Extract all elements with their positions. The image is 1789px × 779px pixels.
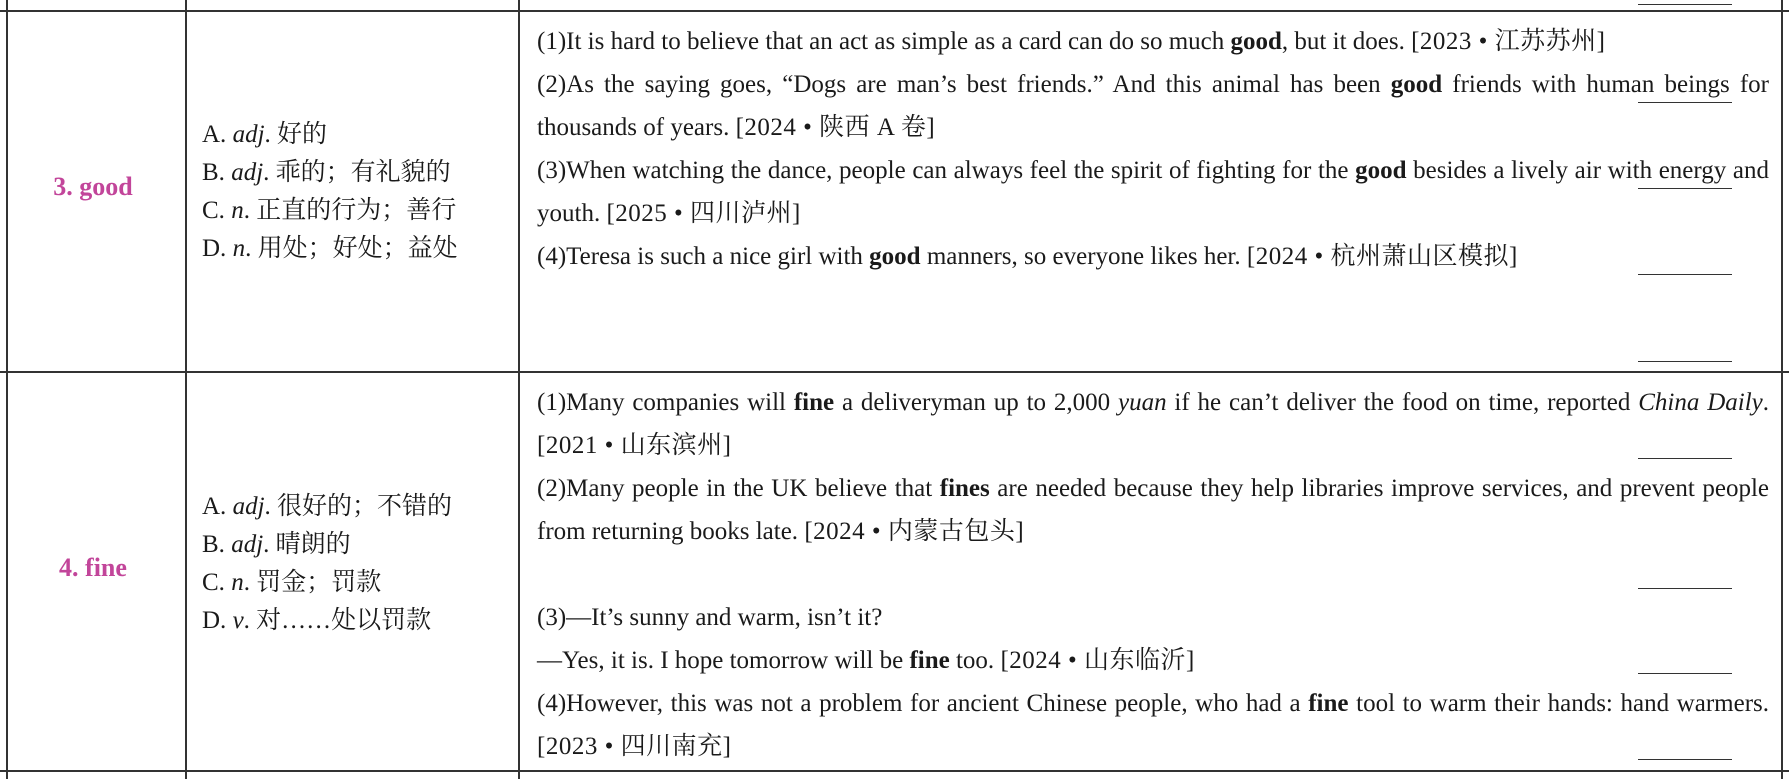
column-divider-meaning bbox=[518, 0, 520, 779]
meaning-item: D. n. 用处；好处；益处 bbox=[202, 235, 458, 262]
meaning-item: A. adj. 很好的；不错的 bbox=[202, 493, 453, 520]
meanings-good bbox=[202, 116, 458, 268]
examples-fine bbox=[537, 381, 1769, 768]
answer-blank bbox=[1638, 4, 1732, 5]
meaning-item: B. adj. 晴朗的 bbox=[202, 531, 351, 558]
meaning-item: B. adj. 乖的；有礼貌的 bbox=[202, 159, 451, 186]
meaning-item: C. n. 正直的行为；善行 bbox=[202, 197, 457, 224]
example-spacer bbox=[537, 553, 1769, 596]
column-divider-word bbox=[185, 0, 187, 779]
table-left-border bbox=[6, 0, 8, 779]
example-sentence: (1)It is hard to believe that an act as simple as a card can do so much good, but it does. [2023 • 江苏苏州] bbox=[537, 28, 1606, 55]
example-sentence: (4)However, this was not a problem for ancient Chinese people, who had a fine tool to warm their hands: hand warmers. [2023 • 四川南充] bbox=[537, 690, 1769, 760]
table-right-border bbox=[1781, 0, 1783, 779]
example-sentence: (1)Many companies will fine a deliveryman up to 2,000 yuan if he can’t deliver the food on time, reported China Daily. [2021 • 山东滨州] bbox=[537, 389, 1769, 459]
answer-blank bbox=[1638, 361, 1732, 362]
meaning-item: C. n. 罚金；罚款 bbox=[202, 569, 382, 596]
example-sentence: (3)When watching the dance, people can always feel the spirit of fighting for the good besides a lively air with energy and youth. [2025 • 四川泸州] bbox=[537, 157, 1769, 227]
example-sentence: (4)Teresa is such a nice girl with good manners, so everyone likes her. [2024 • 杭州萧山区模拟] bbox=[537, 243, 1518, 270]
example-sentence: (3)—It’s sunny and warm, isn’t it? bbox=[537, 604, 883, 631]
example-sentence: (2)As the saying goes, “Dogs are man’s best friends.” And this animal has been good friends with human beings for thousands of years. [2024 • 陕西 A 卷] bbox=[537, 71, 1769, 141]
meaning-item: D. v. 对……处以罚款 bbox=[202, 607, 432, 634]
meaning-item: A. adj. 好的 bbox=[202, 121, 328, 148]
meanings-fine bbox=[202, 488, 452, 640]
examples-good bbox=[537, 20, 1769, 278]
example-sentence: —Yes, it is. I hope tomorrow will be fine too. [2024 • 山东临沂] bbox=[537, 647, 1195, 674]
headword-good: 3. good bbox=[53, 172, 133, 201]
table-top-border bbox=[0, 10, 1789, 12]
table-bottom-border bbox=[0, 770, 1789, 772]
headword-fine: 4. fine bbox=[59, 553, 127, 582]
row-divider bbox=[0, 371, 1789, 373]
example-sentence: (2)Many people in the UK believe that fines are needed because they help libraries improve services, and prevent people from returning books late. [2024 • 内蒙古包头] bbox=[537, 475, 1769, 545]
